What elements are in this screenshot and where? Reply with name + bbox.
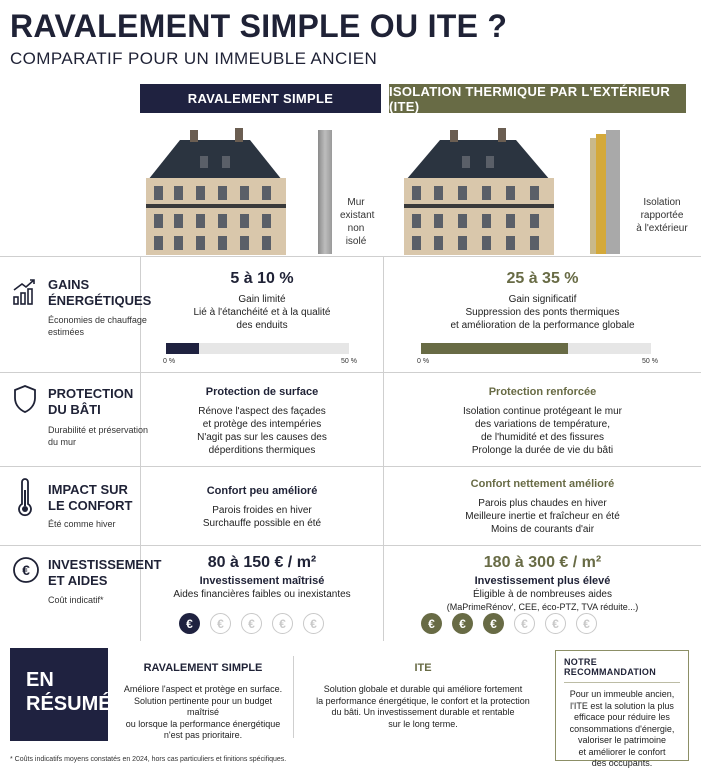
- confort-ravalement-cell: Confort peu amélioré Parois froides en hiver Surchauffe possible en été: [202, 485, 322, 529]
- wall-label-right: Isolation rapportée à l'extérieur: [636, 197, 688, 234]
- investissement-ite-cell: 180 à 300 € / m² Investissement plus élevé Éligible à de nombreuses aides (MaPrimeRénov', CEE, éco-PTZ, TVA réduite...): [446, 554, 639, 612]
- gains-ite-bar: [421, 343, 651, 354]
- row-subtitle-investissement: Coût indicatif*: [48, 595, 104, 605]
- gains-ravalement-bar: [166, 343, 349, 354]
- axis-max-label: 50 %: [341, 358, 357, 365]
- column-header-ite: ISOLATION THERMIQUE PAR L'EXTÉRIEUR (ITE): [389, 84, 686, 113]
- column-header-ravalement: RAVALEMENT SIMPLE: [140, 84, 381, 113]
- row-subtitle-protection: Durabilité et préservation du mur: [48, 425, 149, 447]
- investissement-ravalement-cell: 80 à 150 € / m² Investissement maîtrisé Aides financières faibles ou inexistantes: [173, 554, 351, 600]
- euro-rating-icon: €: [303, 613, 324, 634]
- euro-rating-icon: €: [421, 613, 442, 634]
- divider: [0, 256, 701, 257]
- row-title-confort: IMPACT SUR LE CONFORT: [48, 482, 133, 513]
- summary-ite: ITE Solution globale et durable qui améliore fortement la performance énergétique, le confort et la protection du bâti. Un investissement durable et rentable sur le long terme.: [316, 662, 530, 729]
- row-title-investissement: INVESTISSEMENT ET AIDES: [48, 557, 162, 588]
- recommendation-text: Pour un immeuble ancien, l'ITE est la solution la plus efficace pour réduire les consommations d'énergie, valoriser le patrimoine et améliorer le confort des occupants.: [569, 689, 675, 768]
- gains-ravalement-bar-fill: [166, 343, 199, 354]
- protection-ravalement-cell: Protection de surface Rénove l'aspect des façades et protège des intempéries N'agit pas sur les causes des déperditions thermiques: [197, 386, 327, 456]
- insulated-wall-section: [590, 130, 620, 254]
- euro-rating-icon: €: [272, 613, 293, 634]
- divider: [0, 466, 701, 467]
- euro-rating-icon: €: [576, 613, 597, 634]
- gains-ravalement-cell: 5 à 10 % Gain limité Lié à l'étanchéité et à la qualité des enduits: [193, 270, 331, 331]
- recommendation-box: [555, 650, 689, 768]
- divider: [0, 545, 701, 546]
- confort-ite-cell: Confort nettement amélioré Parois plus chaudes en hiver Meilleure inertie et fraîcheur en été Moins de courants d'air: [465, 478, 620, 535]
- building-illustration-left: [140, 120, 290, 255]
- cost-rating-ite: [421, 613, 597, 634]
- svg-text:€: €: [22, 562, 30, 578]
- page-subtitle: COMPARATIF POUR UN IMMEUBLE ANCIEN: [10, 49, 378, 68]
- footnote: * Coûts indicatifs moyens constatés en 2024, hors cas particuliers et finitions spécifiques.: [10, 756, 287, 763]
- bar-chart-icon: [12, 278, 38, 306]
- row-subtitle-confort: Été comme hiver: [48, 519, 116, 529]
- euro-rating-icon: €: [210, 613, 231, 634]
- row-title-protection: PROTECTION DU BÂTI: [48, 386, 134, 417]
- divider: [0, 372, 701, 373]
- page-title: RAVALEMENT SIMPLE OU ITE ?: [10, 8, 508, 44]
- protection-ite-cell: Protection renforcée Isolation continue protégeant le mur des variations de température, de l'humidité et des fissures Prolonge la durée de vie du bâti: [463, 386, 622, 456]
- row-subtitle-gains: Économies de chauffage estimées: [48, 315, 147, 337]
- shield-icon: [12, 384, 38, 414]
- thermometer-icon: [12, 478, 38, 518]
- building-illustration-right: [398, 120, 558, 255]
- euro-rating-icon: €: [514, 613, 535, 634]
- axis-min-label: 0 %: [163, 358, 176, 365]
- divider: [293, 656, 294, 738]
- euro-rating-icon: €: [241, 613, 262, 634]
- euro-coin-icon: [12, 556, 40, 584]
- gains-ite-cell: 25 à 35 % Gain significatif Suppression des ponts thermiques et amélioration de la performance globale: [450, 270, 635, 331]
- euro-rating-icon: €: [452, 613, 473, 634]
- gains-ite-bar-fill: [421, 343, 568, 354]
- euro-rating-icon: €: [179, 613, 200, 634]
- euro-rating-icon: €: [545, 613, 566, 634]
- recommendation-title: NOTRE RECOMMANDATION: [564, 657, 680, 683]
- euro-rating-icon: €: [483, 613, 504, 634]
- axis-max-label: 50 %: [642, 358, 658, 365]
- row-title-gains: GAINS ÉNERGÉTIQUES: [48, 277, 152, 308]
- wall-label-left: Mur existant non isolé: [340, 197, 375, 247]
- axis-min-label: 0 %: [417, 358, 430, 365]
- summary-label-box: EN RÉSUMÉ: [10, 648, 108, 741]
- existing-wall-section: [318, 130, 332, 254]
- summary-ravalement: RAVALEMENT SIMPLE Améliore l'aspect et protège en surface. Solution pertinente pour un budget maîtrisé ou lorsque la performance énergétique n'est pas prioritaire.: [123, 662, 283, 740]
- cost-rating-ravalement: [179, 613, 324, 634]
